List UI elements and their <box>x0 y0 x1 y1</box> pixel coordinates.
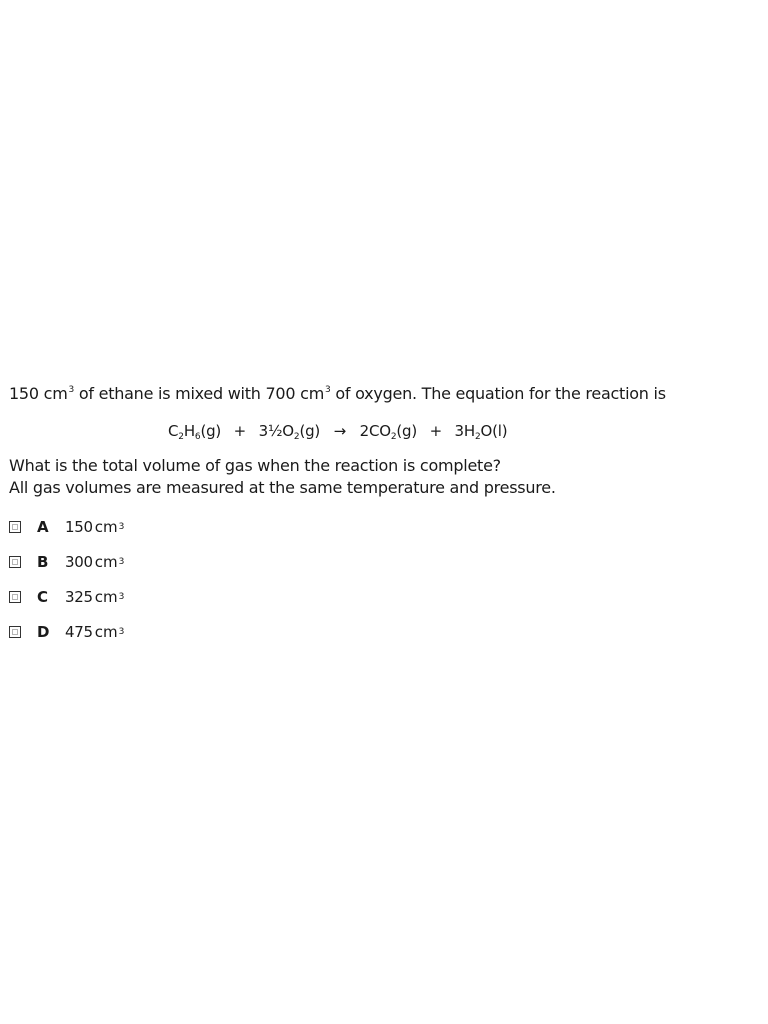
ethane-unit: cm <box>43 384 68 403</box>
stem-line <box>9 384 759 410</box>
question-stem <box>9 384 759 410</box>
checkbox-b[interactable] <box>9 556 21 568</box>
checkbox-d[interactable] <box>9 626 21 638</box>
option-d[interactable]: D 475 cm 3 <box>9 614 124 649</box>
ethane-formula: $C_2H_6(g)$ <box>168 422 222 442</box>
plus-sign: + <box>233 422 247 440</box>
checkbox-c[interactable] <box>9 591 21 603</box>
option-letter: A <box>37 517 49 536</box>
answer-options <box>9 509 124 649</box>
option-b[interactable]: B 300 cm 3 <box>9 544 124 579</box>
option-value: 300 <box>65 552 93 571</box>
option-letter: B <box>37 552 49 571</box>
oxygen-volume: 700 <box>265 384 296 403</box>
option-letter: C <box>37 587 49 606</box>
carbon-dioxide-formula: $2CO_2(g)$ <box>359 422 418 442</box>
question-prompt <box>9 456 556 500</box>
oxygen-unit: cm <box>300 384 325 403</box>
option-a[interactable]: A 150 cm 3 <box>9 509 124 544</box>
checkbox-a[interactable] <box>9 521 21 533</box>
plus-sign: + <box>429 422 442 440</box>
option-unit: cm <box>94 587 118 606</box>
option-unit: cm <box>94 517 118 536</box>
option-value: 475 <box>65 622 93 641</box>
ethane-volume: 150 <box>9 384 39 403</box>
prompt-line-1: What is the total volume of gas when the reaction is complete? <box>9 456 501 475</box>
prompt-line-2: All gas volumes are measured at the same temperature and pressure. <box>9 478 556 497</box>
oxygen-formula: $3\frac{1}{2}O_2(g)$ <box>258 422 321 442</box>
reaction-arrow-icon: → <box>333 422 347 440</box>
option-letter: D <box>37 622 50 641</box>
option-unit: cm <box>94 622 118 641</box>
ethane-unit-power: 3 <box>68 385 75 395</box>
water-formula: $3H_2O(l)$ <box>454 422 508 442</box>
oxygen-unit-power: 3 <box>325 385 331 395</box>
stem-text-2: of oxygen. The equation for the reaction is <box>335 384 666 403</box>
option-c[interactable]: C 325 cm 3 <box>9 579 124 614</box>
stem-text-1: of ethane is mixed with <box>78 384 261 403</box>
option-value: 325 <box>65 587 93 606</box>
option-unit: cm <box>94 552 118 571</box>
option-value: 150 <box>65 517 93 536</box>
reaction-equation <box>168 422 507 440</box>
